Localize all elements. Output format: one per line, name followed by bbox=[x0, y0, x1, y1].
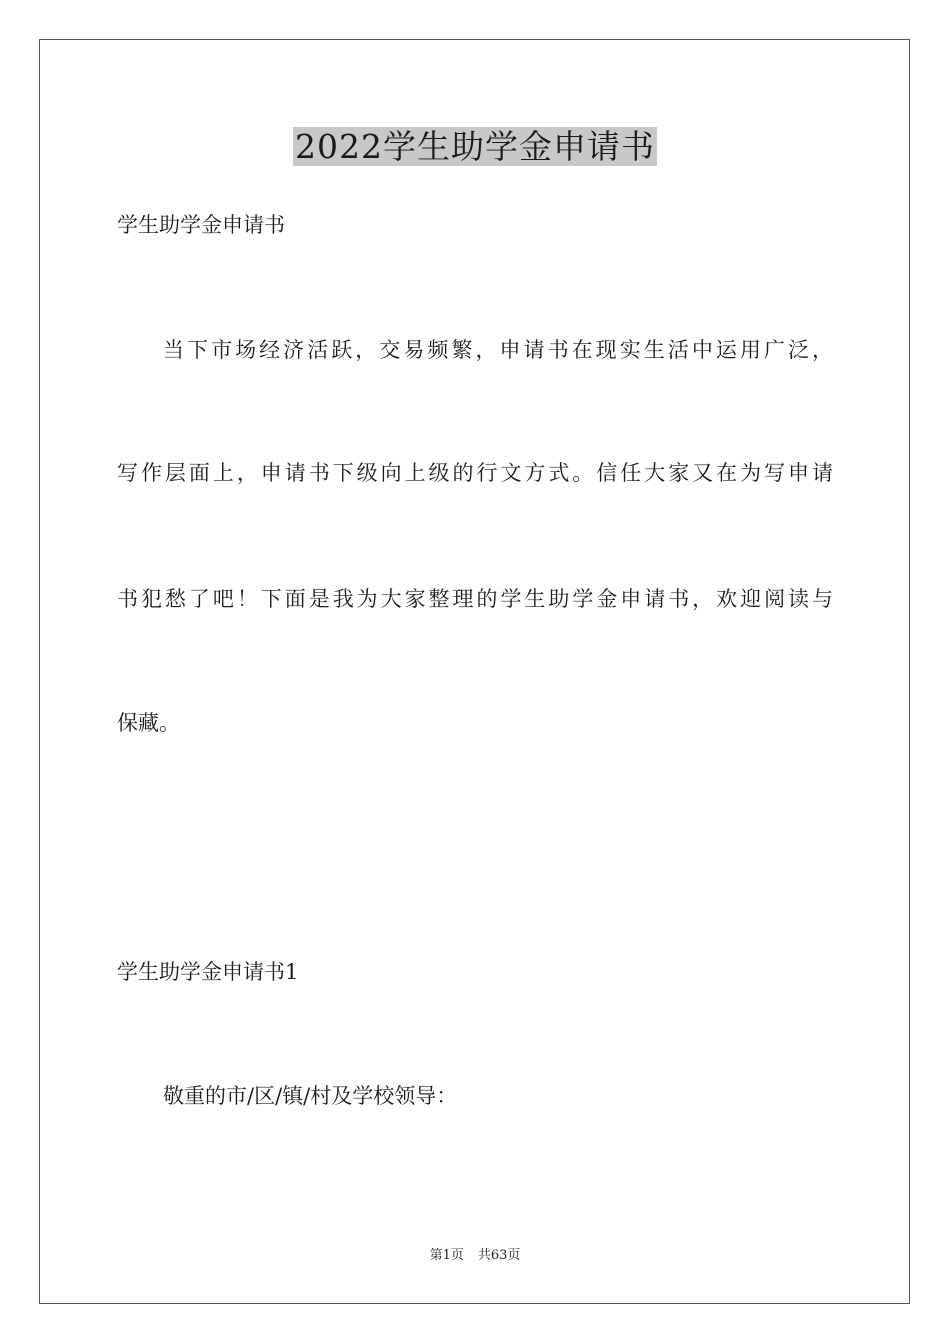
intro-line-4: 保藏。 bbox=[117, 711, 180, 735]
page-total: 共63页 bbox=[477, 1248, 521, 1263]
document-title-text: 2022学生助学金申请书 bbox=[295, 127, 655, 166]
section-heading: 学生助学金申请书1 bbox=[117, 960, 299, 984]
page-number: 第1页 bbox=[429, 1248, 464, 1263]
page-footer bbox=[0, 1247, 950, 1265]
document-subtitle: 学生助学金申请书 bbox=[117, 213, 285, 237]
intro-line-2: 写作层面上，申请书下级向上级的行文方式。信任大家又在为写申请 bbox=[117, 461, 833, 485]
document-title bbox=[0, 125, 950, 169]
intro-line-3: 书犯愁了吧！下面是我为大家整理的学生助学金申请书，欢迎阅读与 bbox=[117, 587, 833, 611]
salutation: 敬重的市/区/镇/村及学校领导： bbox=[163, 1084, 458, 1108]
intro-line-1: 当下市场经济活跃，交易频繁，申请书在现实生活中运用广泛， bbox=[163, 338, 833, 362]
